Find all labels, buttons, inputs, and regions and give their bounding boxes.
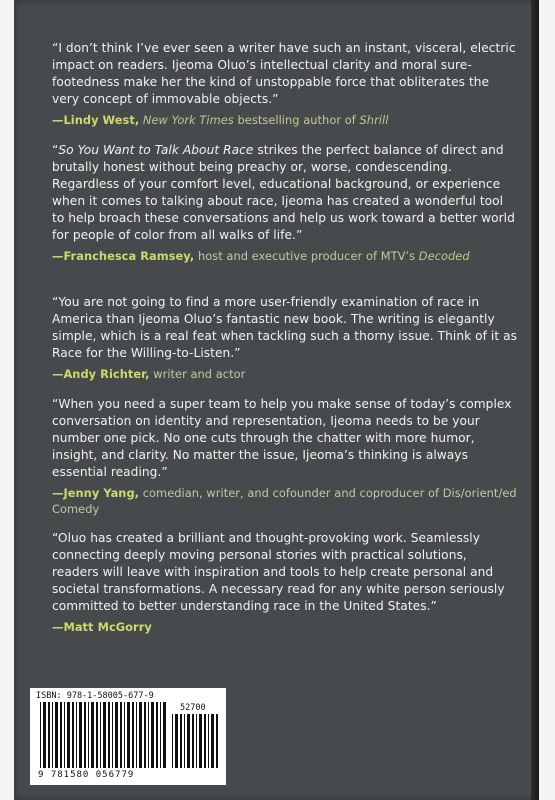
barcode-bar xyxy=(55,702,58,768)
barcode-bar xyxy=(48,702,50,768)
barcode-bar xyxy=(172,714,173,768)
barcode-bar xyxy=(144,702,146,768)
barcode-bar xyxy=(120,702,122,768)
isbn-text: ISBN: 978-1-58005-677-9 xyxy=(36,691,154,701)
blurb-text: “When you need a super team to help you make sense of today’s complex conversation on identity and representation, Ijeoma needs to be your number one pick. No one cuts through the chatter with more humor, insight, and clarity. No matter the issue, Ijeoma’s thinking is always essential reading.” xyxy=(52,397,512,479)
barcode-bar xyxy=(204,714,206,768)
barcode-bar xyxy=(175,714,178,768)
barcode-bar xyxy=(199,714,202,768)
barcode-bar xyxy=(52,702,53,768)
blurb-matt-mcgorry xyxy=(52,530,517,635)
barcode-bar xyxy=(127,702,130,768)
barcode-bar xyxy=(196,714,197,768)
price-code: 52700 xyxy=(180,703,206,713)
barcode-bar xyxy=(192,714,194,768)
cover-edge xyxy=(531,0,539,800)
blurb-text: “Oluo has created a brilliant and thought-provoking work. Seamlessly connecting deeply moving personal stories with practical solutions, readers will leave with inspiration and tools to help create personal and societal transformations. A necessary read for any white person seriously committed to better understanding race in the United States.” xyxy=(52,531,505,613)
blurb-attribution: —Andy Richter, writer and actor xyxy=(52,367,246,381)
barcode-digits: 9 781580 056779 xyxy=(38,770,135,780)
barcode-bar xyxy=(60,702,62,768)
barcode-bar xyxy=(139,702,142,768)
blurb-attribution: —Matt McGorry xyxy=(52,620,152,634)
blurb-attribution: —Franchesca Ramsey, host and executive producer of MTV’s Decoded xyxy=(52,249,470,263)
barcode-bar xyxy=(72,702,74,768)
barcode-bar xyxy=(184,714,185,768)
barcode-bar xyxy=(40,702,41,768)
barcode-bar xyxy=(100,702,101,768)
blurb-jenny-yang xyxy=(52,396,517,517)
blurb-franchesca-ramsey xyxy=(52,142,517,264)
barcode-bar xyxy=(208,714,209,768)
barcode-bar xyxy=(108,702,110,768)
barcode-bar xyxy=(96,702,98,768)
barcode-bar xyxy=(91,702,94,768)
blurb-attribution: —Lindy West, New York Times bestselling author of Shrill xyxy=(52,113,389,127)
barcode-label xyxy=(30,688,226,785)
addon-barcode-icon xyxy=(172,714,218,770)
barcode-bar xyxy=(79,702,82,768)
barcode-bar xyxy=(187,714,190,768)
barcode-bar xyxy=(216,714,218,768)
blurb-attribution: —Jenny Yang, comedian, writer, and cofounder and coproducer of Dis/orient/ed Comedy xyxy=(52,486,517,516)
book-back-cover xyxy=(14,0,539,800)
barcode-bar xyxy=(76,702,77,768)
barcode-bar xyxy=(132,702,134,768)
barcode-bar xyxy=(211,714,214,768)
blurb-text: “I don’t think I’ve ever seen a writer have such an instant, visceral, electric impact on readers. Ijeoma Oluo’s intellectual clarity and moral sure-footedness make her the kind of unstoppable force that obliterates the very concept of immovable objects.” xyxy=(52,41,516,106)
barcode-bar xyxy=(115,702,118,768)
barcode-bar xyxy=(88,702,89,768)
barcode-bar xyxy=(84,702,86,768)
barcode-bar xyxy=(67,702,70,768)
barcode-bar xyxy=(112,702,113,768)
blurb-lindy-west xyxy=(52,40,517,128)
blurb-text: “You are not going to find a more user-friendly examination of race in America than Ijeoma Oluo’s fantastic new book. The writing is elegantly simple, which is a real feat when tackling such a thorny issue. Think of it as Race for the Willing-to-Listen.” xyxy=(52,295,518,360)
barcode-bar xyxy=(180,714,182,768)
barcode-bar xyxy=(103,702,106,768)
barcode-bar xyxy=(43,702,46,768)
blurb-text: “So You Want to Talk About Race strikes the perfect balance of direct and brutally honest without being preachy or, worse, condescending. Regardless of your comfort level, educational background, or experience when it comes to talking about race, Ijeoma has created a wonderful tool to help broach these conversations and help us work toward a better world for people of color from all walks of life.” xyxy=(52,143,515,242)
barcode-bar xyxy=(156,702,158,768)
barcode-bar xyxy=(148,702,149,768)
blurb-andy-richter xyxy=(52,294,517,382)
ean-barcode-icon xyxy=(40,702,168,770)
barcode-bar xyxy=(64,702,65,768)
barcode-bar xyxy=(136,702,137,768)
barcode-bar xyxy=(151,702,154,768)
barcode-bar xyxy=(124,702,125,768)
barcode-bar xyxy=(160,702,161,768)
barcode-bar xyxy=(163,702,166,768)
